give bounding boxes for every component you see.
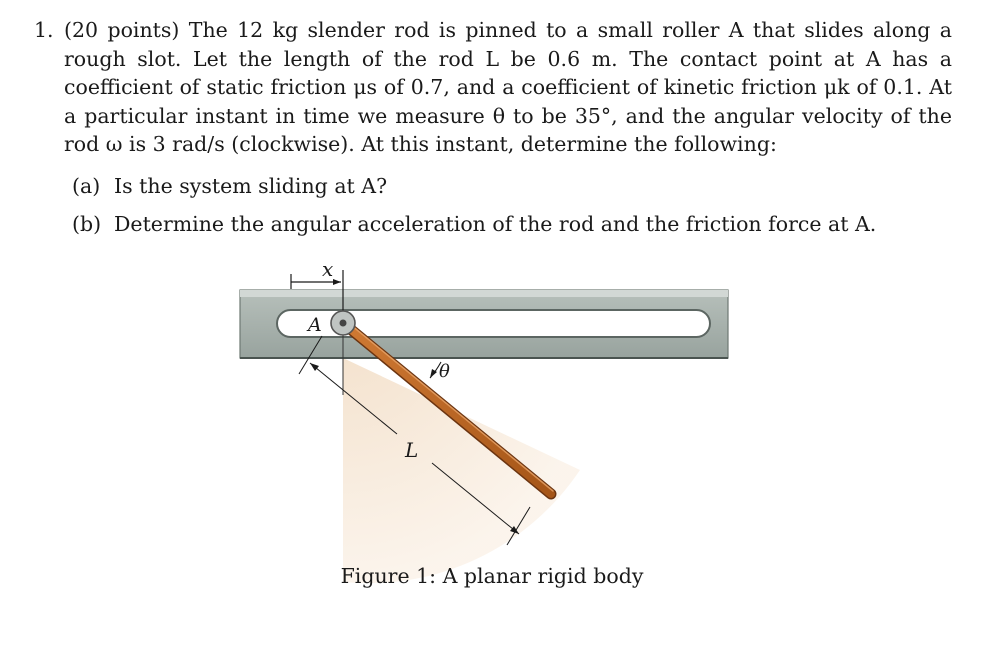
x-label: x: [322, 257, 334, 281]
a-label: A: [308, 314, 322, 336]
part-a-text: Is the system sliding at A?: [114, 174, 388, 198]
part-b-text: Determine the angular acceleration of the rod and the friction force at A.: [114, 212, 877, 236]
part-b-label: (b): [72, 212, 102, 236]
part-a-label: (a): [72, 174, 101, 198]
theta-label: θ: [439, 361, 450, 382]
l-label: L: [405, 438, 419, 462]
figure-caption: Figure 1: A planar rigid body: [340, 564, 644, 588]
problem-number: 1.: [34, 18, 54, 42]
angle-shade: [343, 358, 580, 583]
problem-text: (20 points) The 12 kg slender rod is pinned to a small roller A that slides along a rough slot. Let the length of the rod L be 0.6 m. The contact point at A has a coefficient of static friction μs of 0.7, and a coefficient of kinetic friction μk of 0.1. At a particular instant in time we measure θ to be 35°, and the angular velocity of the rod ω is 3 rad/s (clockwise). At this instant, determine the following:: [64, 18, 952, 157]
